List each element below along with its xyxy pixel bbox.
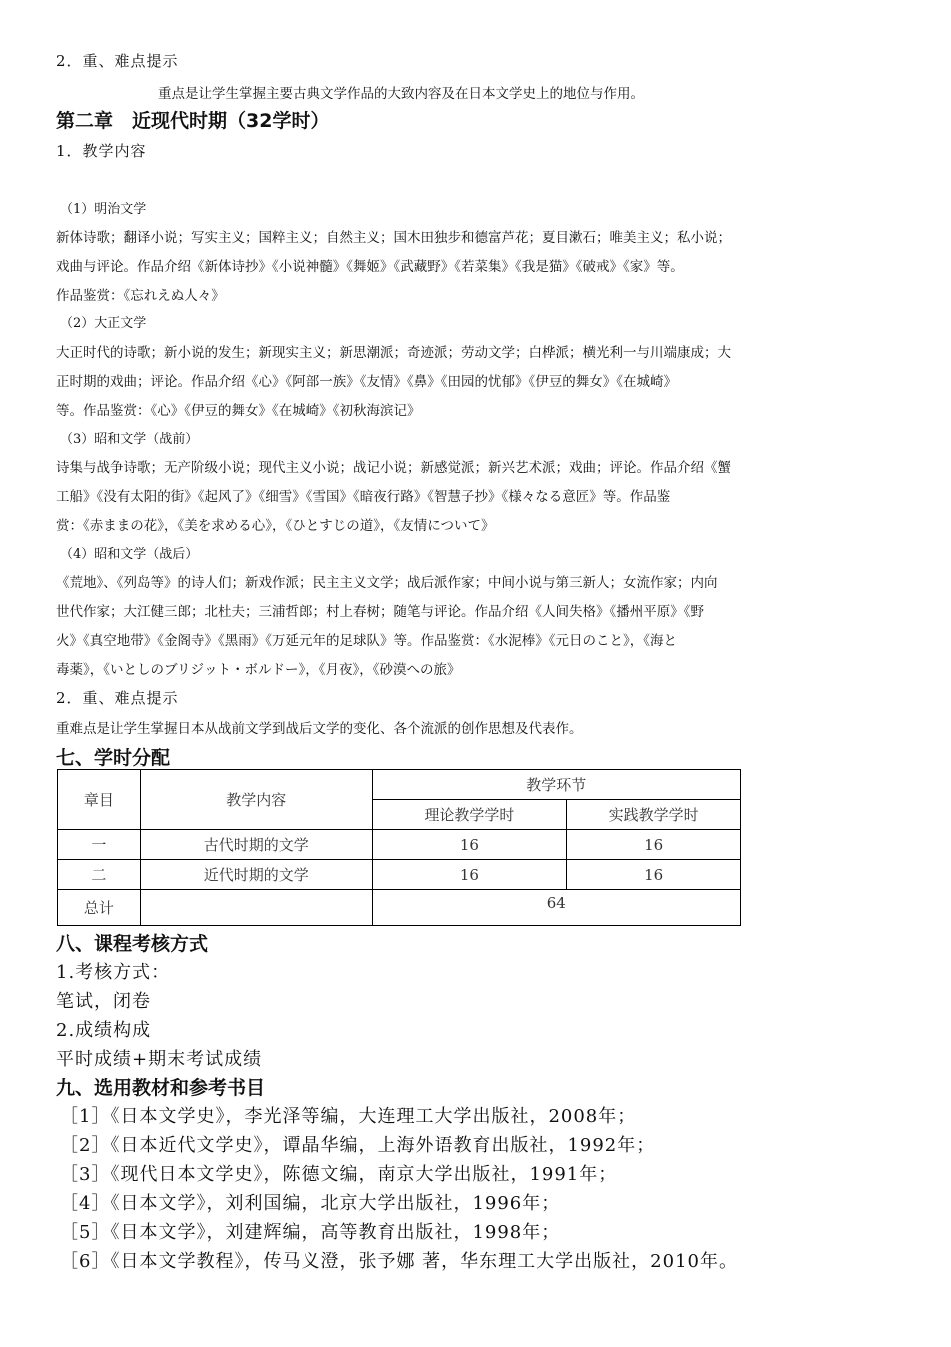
- grade-value: 平时成绩+期末考试成绩: [56, 1049, 263, 1070]
- reference-item: ［3］《现代日本文学史》，陈德文编，南京大学出版社，1991年；: [60, 1164, 618, 1185]
- section-showa-prewar-title: （3）昭和文学（战前）: [60, 432, 199, 447]
- section-showa-postwar-line: 火》《真空地带》《金阁寺》《黑雨》《万延元年的足球队》等。作品鉴赏：《水泥棒》《元日のこと》，《海と: [56, 633, 677, 649]
- chapter2-title: 第二章 近现代时期（32学时）: [56, 110, 330, 132]
- section-taisho-line: 等。作品鉴赏：《心》《伊豆的舞女》《在城崎》《初秋海滨记》: [56, 403, 421, 419]
- assessment-method-heading: 1.考核方式：: [56, 962, 171, 983]
- section-taisho-title: （2）大正文学: [60, 316, 147, 331]
- cell-chapter: 二: [58, 860, 141, 890]
- grade-heading: 2.成绩构成: [56, 1020, 152, 1041]
- section-showa-postwar-line: 毒薬》，《いとしのブリジット・ボルドー》，《月夜》，《砂漠への旅》: [56, 662, 461, 678]
- col-header-content: 教学内容: [140, 770, 372, 830]
- reference-item: ［5］《日本文学》，刘建辉编，高等教育出版社，1998年；: [60, 1222, 561, 1243]
- reference-item: ［6］《日本文学教程》，传马义澄，张予娜 著，华东理工大学出版社，2010年。: [60, 1251, 738, 1272]
- ch1-key-heading: 2．重、难点提示: [56, 52, 179, 70]
- reference-item: ［2］《日本近代文学史》，谭晶华编，上海外语教育出版社，1992年；: [60, 1135, 656, 1156]
- col-header-theory: 理论教学学时: [372, 800, 567, 830]
- section-meiji-title: （1）明治文学: [60, 202, 147, 217]
- section-showa-prewar-line: 诗集与战争诗歌；无产阶级小说；现代主义小说；战记小说；新感觉派；新兴艺术派；戏曲；评论。作品介绍《蟹: [56, 460, 731, 476]
- cell-chapter: 一: [58, 830, 141, 860]
- section8-title: 八、课程考核方式: [56, 933, 209, 955]
- col-header-group: 教学环节: [372, 770, 740, 800]
- cell-practice: 16: [567, 830, 741, 860]
- chapter2-key-text: 重难点是让学生掌握日本从战前文学到战后文学的变化、各个流派的创作思想及代表作。: [56, 721, 583, 737]
- cell-total-content: [140, 890, 372, 926]
- section-meiji-line: 戏曲与评论。作品介绍《新体诗抄》《小说神髓》《舞姬》《武藏野》《若菜集》《我是猫》《破戒》《家》等。: [56, 259, 684, 275]
- cell-content: 古代时期的文学: [140, 830, 372, 860]
- cell-content: 近代时期的文学: [140, 860, 372, 890]
- reference-item: ［4］《日本文学》，刘利国编，北京大学出版社，1996年；: [60, 1193, 561, 1214]
- reference-item: ［1］《日本文学史》，李光泽等编，大连理工大学出版社，2008年；: [60, 1106, 637, 1127]
- col-header-chapter: 章目: [58, 770, 141, 830]
- cell-theory: 16: [372, 860, 567, 890]
- section-showa-prewar-line: 赏：《赤ままの花》，《美を求める心》，《ひとすじの道》，《友情について》: [56, 518, 495, 534]
- chapter2-key-heading: 2．重、难点提示: [56, 689, 179, 707]
- table-row: [58, 860, 741, 890]
- chapter2-content-heading: 1．教学内容: [56, 142, 147, 160]
- hours-allocation-table: [57, 769, 741, 926]
- section-taisho-line: 正时期的戏曲；评论。作品介绍《心》《阿部一族》《友情》《鼻》《田园的忧郁》《伊豆的舞女》《在城崎》: [56, 374, 677, 390]
- section7-title: 七、学时分配: [56, 747, 171, 769]
- section-taisho-line: 大正时代的诗歌；新小说的发生；新现实主义；新思潮派；奇迹派；劳动文学；白桦派；横光利一与川端康成；大: [56, 345, 731, 361]
- section-showa-postwar-title: （4）昭和文学（战后）: [60, 547, 199, 562]
- ch1-key-text: 重点是让学生掌握主要古典文学作品的大致内容及在日本文学史上的地位与作用。: [158, 86, 644, 102]
- cell-total-label: 总计: [58, 890, 141, 926]
- section9-title: 九、选用教材和参考书目: [56, 1077, 266, 1099]
- assessment-method-value: 笔试，闭卷: [56, 991, 151, 1012]
- cell-total-value: 64: [372, 890, 740, 926]
- section-showa-postwar-line: 世代作家；大江健三郎；北杜夫；三浦哲郎；村上春树；随笔与评论。作品介绍《人间失格》《播州平原》《野: [56, 604, 704, 620]
- cell-practice: 16: [567, 860, 741, 890]
- table-total-row: [58, 890, 741, 926]
- cell-theory: 16: [372, 830, 567, 860]
- col-header-practice: 实践教学学时: [567, 800, 741, 830]
- section-showa-postwar-line: 《荒地》、《列岛等》的诗人们；新戏作派；民主主义文学；战后派作家；中间小说与第三新人；女流作家；内向: [56, 575, 718, 591]
- table-row: [58, 830, 741, 860]
- section-showa-prewar-line: 工船》《没有太阳的街》《起风了》《细雪》《雪国》《暗夜行路》《智慧子抄》《様々なる意匠》等。作品鉴: [56, 489, 671, 505]
- section-meiji-line: 新体诗歌；翻译小说；写实主义；国粹主义；自然主义；国木田独步和德富芦花；夏目漱石；唯美主义；私小说；: [56, 230, 731, 246]
- section-meiji-line: 作品鉴赏：《忘れえぬ人々》: [56, 288, 225, 304]
